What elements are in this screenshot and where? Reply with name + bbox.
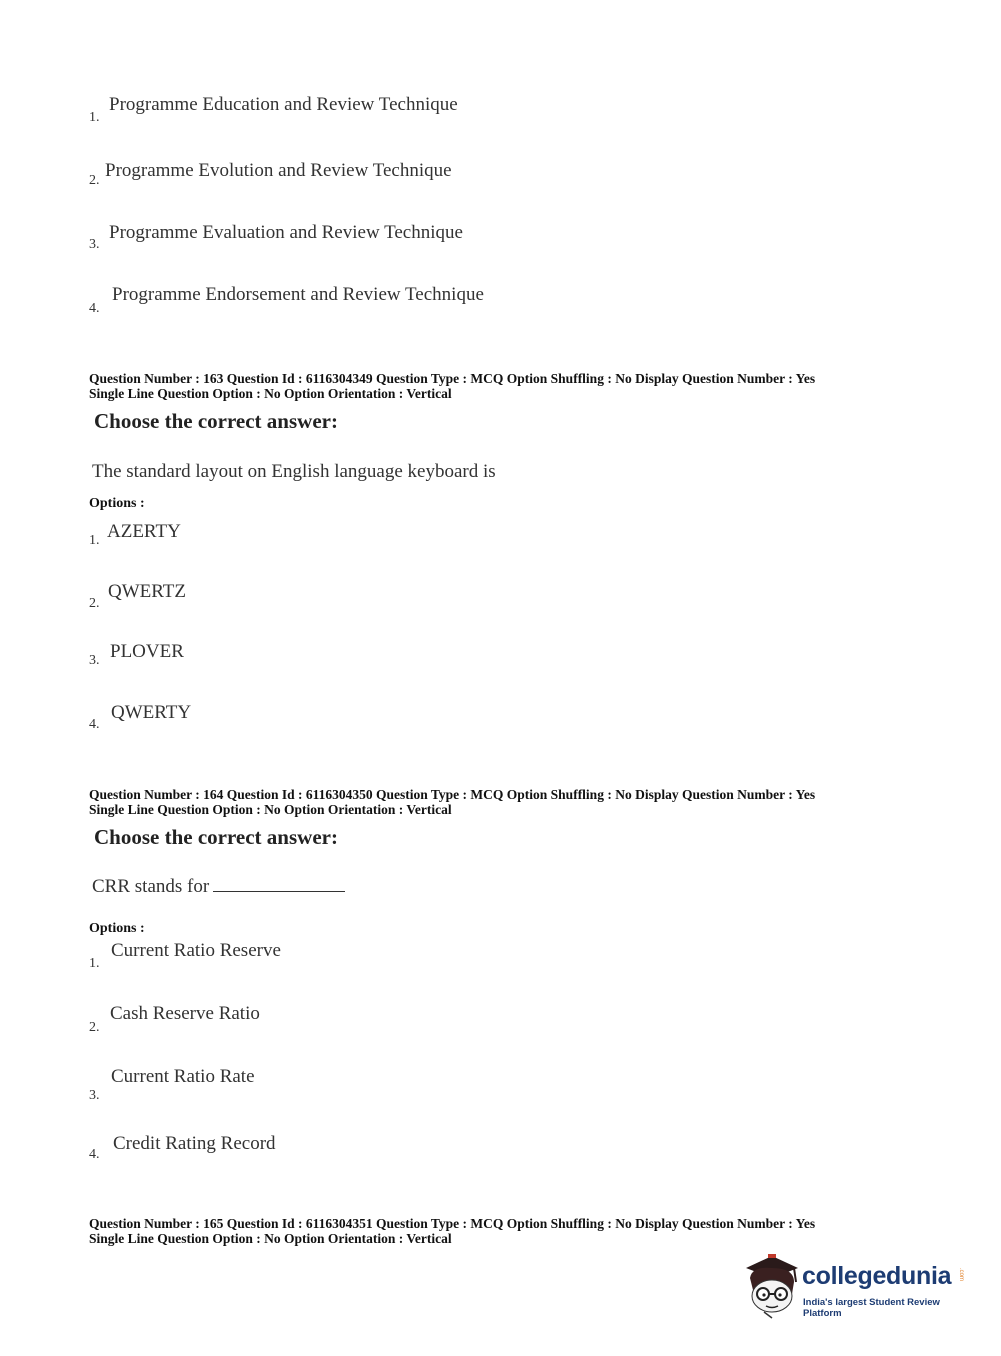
q164-heading: Choose the correct answer:: [94, 825, 338, 849]
q163-option-2-number: 2.: [89, 596, 100, 611]
q164-meta-line-2: Single Line Question Option : No Option Orientation : Vertical: [89, 802, 452, 817]
logo-domain-text: .com: [958, 1268, 964, 1282]
q163-option-2-text: QWERTZ: [108, 581, 187, 602]
q163-option-1-text: AZERTY: [107, 521, 181, 542]
q165-meta-line-1: Question Number : 165 Question Id : 6116304351 Question Type : MCQ Option Shuffling : No Display Question Number : Yes: [89, 1216, 816, 1231]
q163-question-text: The standard layout on English language keyboard is: [92, 461, 496, 482]
q162-option-4-number: 4.: [89, 301, 100, 316]
q164-options-label: Options :: [89, 921, 145, 936]
q162-option-1-number: 1.: [89, 110, 100, 125]
q163-meta-line-1: Question Number : 163 Question Id : 6116304349 Question Type : MCQ Option Shuffling : No Display Question Number : Yes: [89, 371, 816, 386]
q164-option-2-text: Cash Reserve Ratio: [110, 1003, 260, 1024]
q164-option-3-number: 3.: [89, 1088, 100, 1103]
q163-meta-line-2: Single Line Question Option : No Option Orientation : Vertical: [89, 386, 452, 401]
logo-tagline: India's largest Student Review Platform: [803, 1297, 940, 1319]
q163-options-label: Options :: [89, 496, 145, 511]
q163-option-4-number: 4.: [89, 717, 100, 732]
q162-option-2-number: 2.: [89, 173, 100, 188]
q164-option-1-number: 1.: [89, 956, 100, 971]
q164-option-1-text: Current Ratio Reserve: [111, 940, 281, 961]
q163-option-4-text: QWERTY: [111, 702, 192, 723]
q163-heading: Choose the correct answer:: [94, 409, 338, 433]
q162-option-1-text: Programme Education and Review Technique: [109, 94, 458, 115]
q162-option-3-text: Programme Evaluation and Review Technique: [109, 222, 463, 243]
collegedunia-logo: [742, 1250, 972, 1320]
mascot-icon: [742, 1250, 804, 1320]
q164-option-4-number: 4.: [89, 1147, 100, 1162]
q163-option-3-text: PLOVER: [110, 641, 184, 662]
logo-brand-text: collegedunia: [802, 1262, 952, 1290]
answer-blank-line: [213, 877, 345, 892]
q164-question-text: CRR stands for: [92, 876, 210, 897]
q164-meta-line-1: Question Number : 164 Question Id : 6116304350 Question Type : MCQ Option Shuffling : No Display Question Number : Yes: [89, 787, 816, 802]
q164-option-4-text: Credit Rating Record: [113, 1133, 276, 1154]
q164-question: [92, 876, 345, 898]
q162-option-4-text: Programme Endorsement and Review Technique: [112, 284, 484, 305]
q164-option-2-number: 2.: [89, 1020, 100, 1035]
q165-meta-line-2: Single Line Question Option : No Option Orientation : Vertical: [89, 1231, 452, 1246]
q163-option-3-number: 3.: [89, 653, 100, 668]
q162-option-2-text: Programme Evolution and Review Technique: [105, 160, 452, 181]
q164-option-3-text: Current Ratio Rate: [111, 1066, 255, 1087]
q162-option-3-number: 3.: [89, 237, 100, 252]
q163-option-1-number: 1.: [89, 533, 100, 548]
